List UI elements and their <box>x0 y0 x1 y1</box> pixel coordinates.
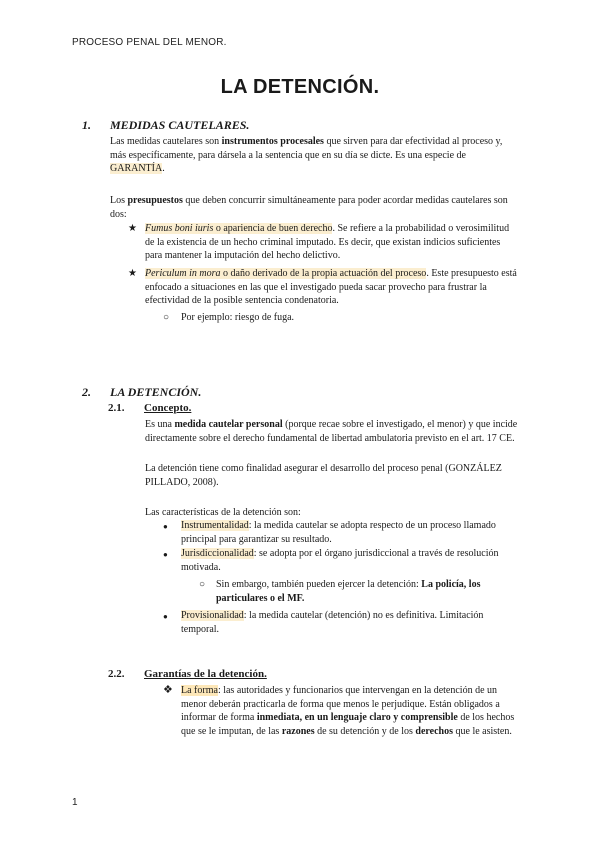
subsection-2-1-number: 2.1. <box>108 402 125 414</box>
star-icon: ★ <box>128 268 137 279</box>
garantia-forma <box>181 684 521 738</box>
text-run: . Este presupuesto está enfocado a situaciones en las que el investigado pueda sacar provecho para frustrar la efectividad de la posible sentencia condenatoria. <box>145 268 517 306</box>
example-risk: Por ejemplo: riesgo de fuga. <box>181 312 295 323</box>
page-number: 1 <box>72 797 78 808</box>
page-title: LA DETENCIÓN. <box>220 76 380 98</box>
concepto-paragraph-2: La detención tiene como finalidad asegurar el desarrollo del proceso penal (GONZÁLEZ PILLADO, 2008). <box>145 463 502 488</box>
text-run: Es una <box>145 419 175 430</box>
text-run-italic: Periculum in mora <box>145 268 221 279</box>
bullet-icon: ● <box>163 550 168 559</box>
section-1-paragraph-1 <box>110 135 520 176</box>
text-run: : la medida cautelar se adopta respecto de un proceso llamado principal para garantizar su resultado. <box>181 520 496 545</box>
bullet-icon: ● <box>163 522 168 531</box>
section-1-title: MEDIDAS CAUTELARES. <box>110 118 250 132</box>
caracteristica-instrumentalidad <box>181 519 511 546</box>
caracteristica-provisionalidad <box>181 609 511 636</box>
text-run: Los <box>110 195 128 206</box>
text-run: : las autoridades y funcionarios que intervengan en la detención de un menor deberán practicarla de forma que menos le perjudique. Están obligados a informar de forma <box>181 685 500 723</box>
diamond-bullet-icon: ❖ <box>163 684 173 696</box>
text-run-bold: instrumentos procesales <box>221 136 324 147</box>
text-run-bold: medida cautelar personal <box>174 419 283 430</box>
bullet-icon: ● <box>163 612 168 621</box>
circle-bullet-icon: ○ <box>199 579 206 590</box>
highlight-run: o apariencia de buen derecho <box>213 223 333 234</box>
presupuesto-periculum <box>145 267 520 308</box>
highlight-run: Jurisdiccionalidad <box>181 548 254 559</box>
text-run-bold: razones <box>281 725 315 737</box>
text-run-bold: presupuestos <box>127 195 183 206</box>
text-run-italic: Fumus boni iuris <box>145 223 214 234</box>
presupuesto-fumus <box>145 222 520 263</box>
star-icon: ★ <box>128 223 137 234</box>
text-run: de su detención y de los <box>314 725 416 737</box>
detencion-otros-sujetos <box>216 578 516 605</box>
highlight-run: La forma <box>181 685 218 696</box>
text-run-bold: inmediata, en un lenguaje claro y comprensible <box>256 712 458 723</box>
text-run: que le asisten. <box>453 725 512 737</box>
highlight-run: Instrumentalidad <box>181 520 249 531</box>
text-run: que sirven para dar efectividad al proceso y, más específicamente, para dársela a la sentencia que en su día se dicte. Es una especie de <box>110 136 503 161</box>
section-2-number: 2. <box>82 385 91 399</box>
caracteristica-jurisdiccionalidad <box>181 547 511 574</box>
circle-bullet-icon: ○ <box>163 312 170 323</box>
subsection-2-1-title: Concepto. <box>144 402 192 414</box>
text-run: : se adopta por el órgano jurisdiccional a través de resolución motivada. <box>181 548 499 573</box>
text-run: : la medida cautelar (detención) no es definitiva. Limitación temporal. <box>181 610 484 635</box>
section-2-title: LA DETENCIÓN. <box>110 385 202 399</box>
text-run-bold: La policía, los particulares o el MF. <box>216 579 481 604</box>
concepto-paragraph-3: Las características de la detención son: <box>145 507 301 518</box>
running-header: PROCESO PENAL DEL MENOR. <box>72 37 227 48</box>
highlight-garantia: GARANTÍA <box>110 163 163 174</box>
section-1-number: 1. <box>82 118 91 132</box>
text-run: Sin embargo, también pueden ejercer la detención: <box>216 579 422 590</box>
subsection-2-2-number: 2.2. <box>108 668 125 680</box>
text-run: . <box>162 163 165 174</box>
text-run: Las medidas cautelares son <box>110 136 222 147</box>
highlight-run: o daño derivado de la propia actuación del proceso <box>220 268 427 279</box>
text-run: que deben concurrir simultáneamente para poder acordar medidas cautelares son dos: <box>110 195 508 220</box>
section-1-paragraph-2 <box>110 194 520 221</box>
text-run-bold: derechos <box>415 725 453 737</box>
subsection-2-2-title: Garantías de la detención. <box>144 668 267 680</box>
highlight-run: Provisionalidad <box>181 610 244 621</box>
text-run: de los hechos que se le imputan, de las <box>181 712 515 737</box>
concepto-paragraph-1 <box>145 418 520 445</box>
text-run: (porque recae sobre el investigado, el menor) y que incide directamente sobre el derecho fundamental de libertad ambulatoria previsto en el art. 17 CE. <box>145 419 518 444</box>
text-run: . Se refiere a la probabilidad o verosimilitud de la existencia de un hecho criminal imputado. Es decir, que existan indicios suficientes para mantener la imputación del hecho delictivo. <box>145 223 510 261</box>
